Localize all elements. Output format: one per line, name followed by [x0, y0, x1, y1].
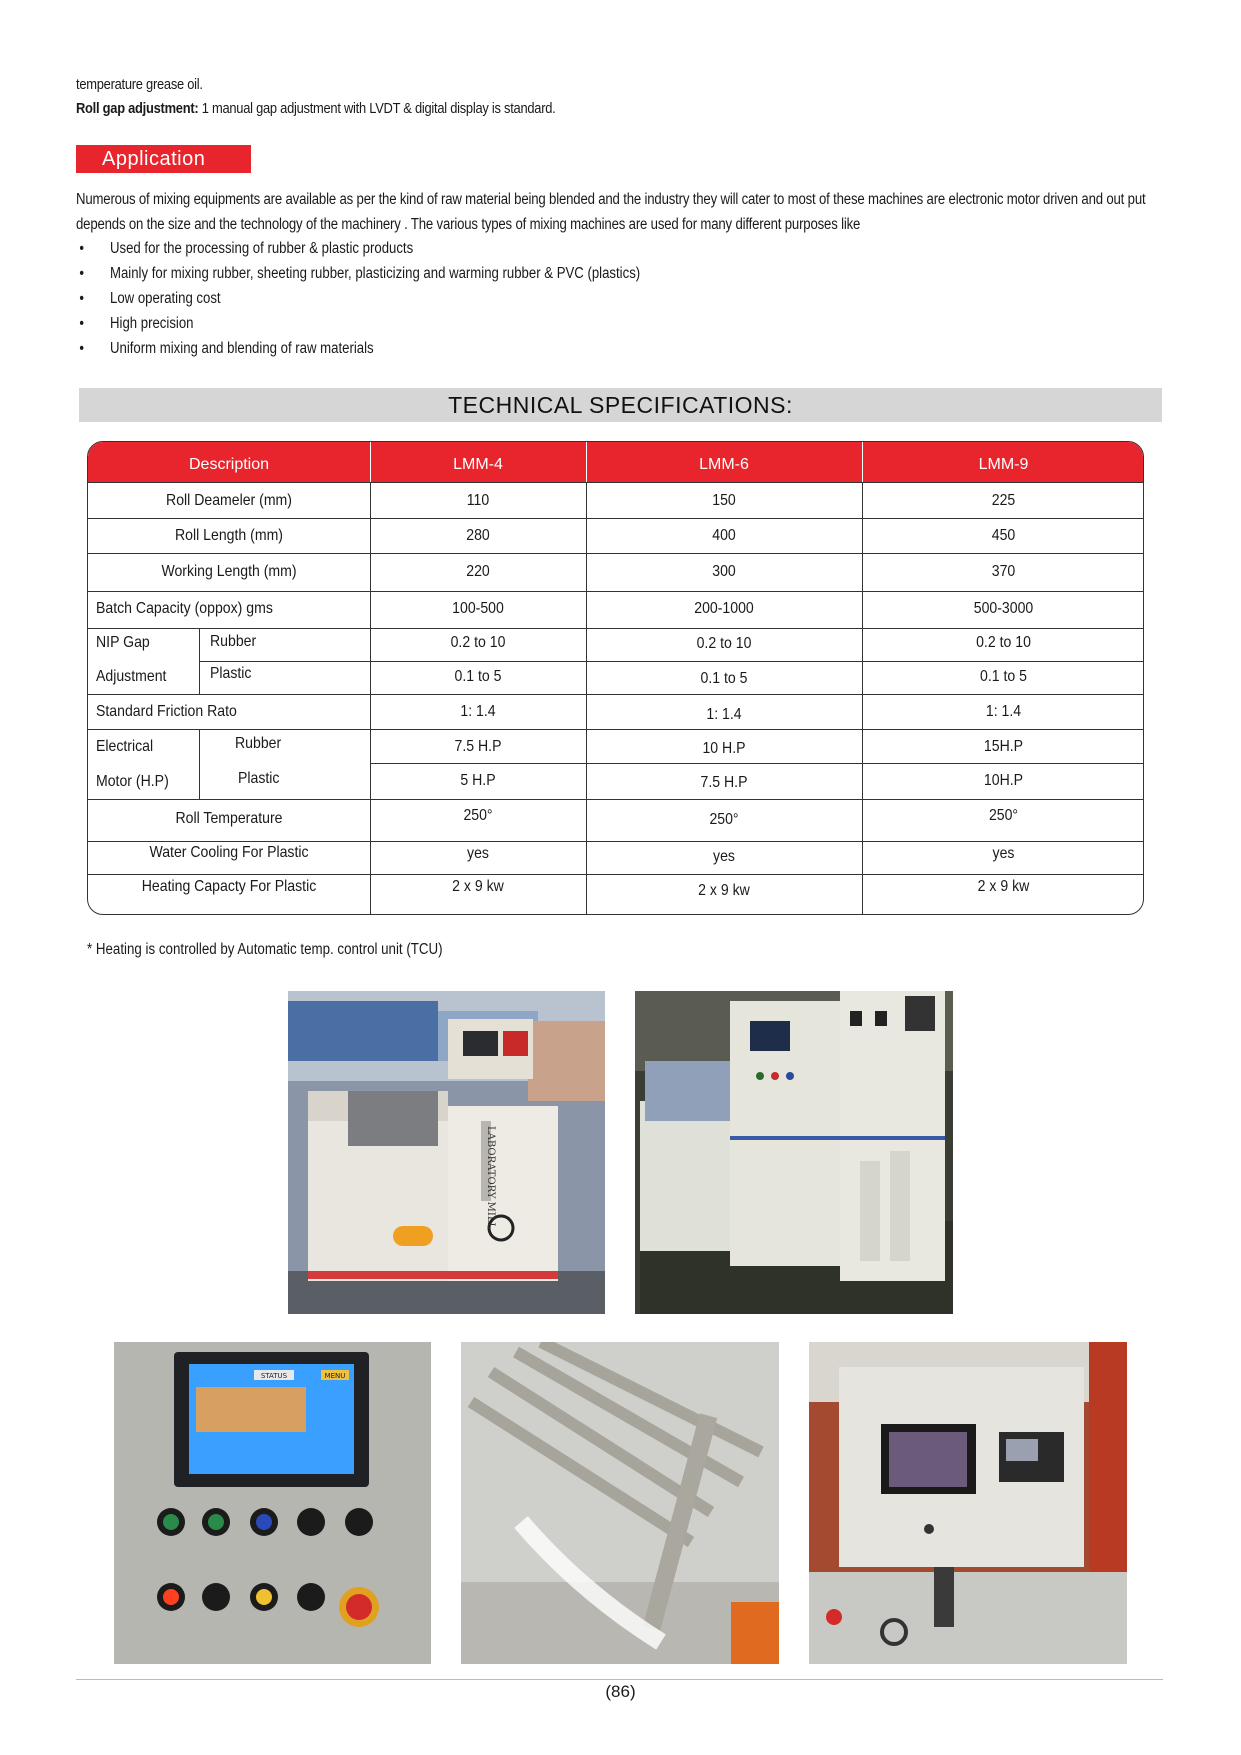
divider — [88, 694, 1144, 695]
table-cell: 0.1 to 5 — [454, 668, 502, 685]
hmi-status-label: STATUS — [260, 1372, 288, 1380]
row-label: Electrical — [96, 738, 154, 755]
table-cell: yes — [713, 848, 735, 865]
row-label: Adjustment — [96, 668, 167, 685]
header-lmm-4: LMM-4 — [453, 456, 503, 473]
table-cell: 110 — [466, 492, 490, 509]
photo-mill-control-panel — [635, 991, 953, 1314]
application-bullet-list — [76, 236, 640, 361]
row-label: Standard Friction Rato — [96, 703, 237, 720]
hmi-menu-label: MENU — [324, 1372, 346, 1380]
table-cell: 225 — [991, 492, 1016, 509]
table-cell: 2 x 9 kw — [977, 878, 1030, 895]
application-heading: Application — [76, 145, 251, 173]
divider — [862, 482, 863, 915]
footer-divider — [76, 1679, 1163, 1680]
table-cell: 150 — [712, 492, 736, 509]
table-cell: 10 H.P — [702, 740, 746, 757]
table-cell: 7.5 H.P — [454, 738, 502, 755]
divider — [370, 482, 371, 915]
photo-laboratory-mill — [288, 991, 605, 1314]
table-cell: 0.1 to 5 — [980, 668, 1027, 685]
row-label: Roll Deameler (mm) — [166, 492, 292, 509]
application-paragraph: Numerous of mixing equipments are available as per the kind of raw material being blended and the industry they will cater to most of these machines are electronic motor driven and out put depends on the size and the technology of the machinery . The various types of mixing machines are used for many different purposes like — [76, 191, 1146, 233]
table-cell: 100-500 — [452, 600, 504, 617]
table-cell: 0.2 to 10 — [450, 634, 506, 651]
list-item: • High precision — [76, 311, 640, 336]
list-item: • Used for the processing of rubber & plastic products — [76, 236, 640, 261]
row-label: Working Length (mm) — [161, 563, 297, 580]
divider — [88, 553, 1144, 554]
row-sublabel: Rubber — [235, 735, 282, 752]
footnote: * Heating is controlled by Automatic temp. control unit (TCU) — [87, 941, 443, 958]
photo-control-box — [809, 1342, 1127, 1664]
table-cell: 2 x 9 kw — [698, 882, 750, 899]
table-cell: 1: 1.4 — [460, 703, 496, 720]
header-description: Description — [188, 456, 270, 473]
table-cell: yes — [467, 845, 489, 862]
table-cell: 280 — [466, 527, 490, 544]
divider — [88, 799, 1144, 800]
divider — [88, 841, 1144, 842]
divider — [88, 482, 1144, 483]
table-cell: 0.2 to 10 — [976, 634, 1031, 651]
table-cell: 2 x 9 kw — [452, 878, 504, 895]
row-label: Batch Capacity (oppox) gms — [96, 600, 273, 617]
table-cell: 0.2 to 10 — [696, 635, 752, 652]
spec-title: TECHNICAL SPECIFICATIONS: — [79, 388, 1162, 422]
divider — [370, 442, 371, 482]
row-sublabel: Plastic — [210, 665, 252, 682]
row-sublabel: Rubber — [210, 633, 257, 650]
divider — [88, 628, 1144, 629]
divider — [199, 661, 1144, 662]
divider — [370, 763, 1144, 764]
table-cell: 1: 1.4 — [706, 706, 742, 723]
table-cell: 300 — [712, 563, 736, 580]
photo-hmi-controls — [114, 1342, 431, 1664]
divider — [862, 442, 863, 482]
spec-table — [87, 441, 1144, 915]
table-cell: 250° — [709, 811, 739, 828]
divider — [199, 729, 200, 799]
row-label: NIP Gap — [96, 634, 150, 651]
page-number: (86) — [605, 1682, 636, 1701]
table-cell: 250° — [988, 807, 1019, 824]
roll-gap-line — [76, 100, 555, 117]
list-item: • Mainly for mixing rubber, sheeting rubber, plasticizing and warming rubber & PVC (plastics) — [76, 261, 640, 286]
table-cell: 10H.P — [983, 772, 1024, 789]
table-cell: 15H.P — [983, 738, 1024, 755]
divider — [88, 729, 1144, 730]
table-cell: 0.1 to 5 — [700, 670, 748, 687]
table-cell: 220 — [466, 563, 490, 580]
row-label: Water Cooling For Plastic — [149, 844, 309, 861]
row-label: Roll Temperature — [175, 810, 283, 827]
divider — [88, 874, 1144, 875]
table-cell: yes — [992, 845, 1015, 862]
table-cell: 450 — [991, 527, 1016, 544]
table-cell: 250° — [463, 807, 493, 824]
roll-gap-text: 1 manual gap adjustment with LVDT & digital display is standard. — [198, 100, 556, 117]
row-sublabel: Plastic — [238, 770, 280, 787]
row-label: Roll Length (mm) — [175, 527, 283, 544]
divider — [586, 442, 587, 482]
photo-rollers-closeup — [461, 1342, 779, 1664]
roll-gap-label: Roll gap adjustment: — [76, 100, 199, 117]
intro-line: temperature grease oil. — [76, 76, 203, 93]
table-cell: 7.5 H.P — [700, 774, 748, 791]
header-lmm-6: LMM-6 — [699, 456, 749, 473]
divider — [88, 518, 1144, 519]
table-cell: 5 H.P — [460, 772, 496, 789]
header-lmm-9: LMM-9 — [978, 456, 1029, 473]
table-cell: 400 — [712, 527, 736, 544]
divider — [586, 482, 587, 915]
divider — [88, 591, 1144, 592]
machine-label: LABORATORY MILL — [485, 1126, 496, 1230]
table-cell: 200-1000 — [694, 600, 754, 617]
list-item: • Uniform mixing and blending of raw materials — [76, 336, 640, 361]
row-label: Heating Capacty For Plastic — [141, 878, 317, 895]
list-item: • Low operating cost — [76, 286, 640, 311]
row-label: Motor (H.P) — [96, 773, 169, 790]
table-cell: 1: 1.4 — [985, 703, 1022, 720]
table-cell: 370 — [991, 563, 1016, 580]
table-cell: 500-3000 — [973, 600, 1034, 617]
